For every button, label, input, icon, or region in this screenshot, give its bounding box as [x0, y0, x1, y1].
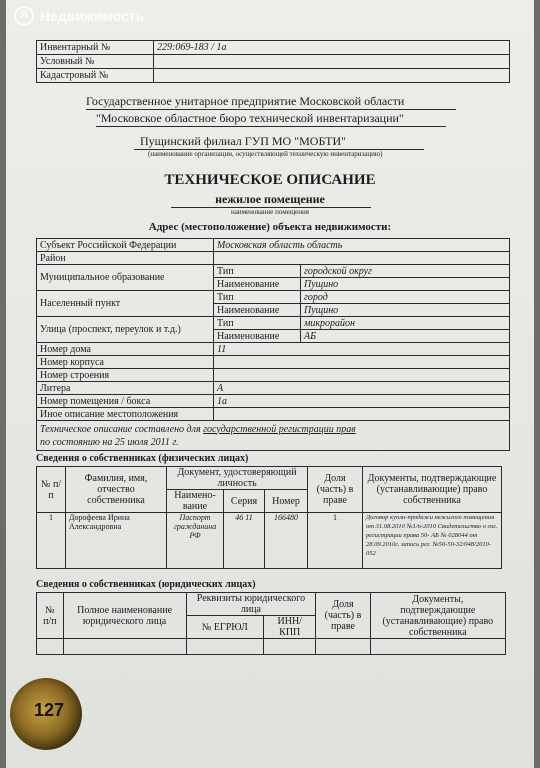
org-line2: "Московское областное бюро технической инвентаризации": [96, 111, 404, 125]
address-table: [36, 238, 510, 451]
col-name: Фамилия, имя, отчество собственника: [66, 467, 167, 513]
row-share: 1: [308, 513, 363, 569]
subject-label: Субъект Российской Федерации: [37, 239, 214, 252]
row-series: 46 11: [224, 513, 265, 569]
municipality-type: городской округ: [301, 265, 510, 278]
inventory-value: 229:069-183 / 1а: [154, 41, 510, 55]
compiled-cell: [37, 421, 510, 451]
individuals-table: [36, 466, 502, 569]
legal-col-egrul: № ЕГРЮЛ: [186, 616, 264, 639]
page-subtitle: нежилое помещение: [215, 192, 325, 206]
street-name: АБ: [301, 330, 510, 343]
legal-col-inn: ИНН/ КПП: [264, 616, 316, 639]
municipality-name: Пущино: [301, 278, 510, 291]
page-title: ТЕХНИЧЕСКОЕ ОПИСАНИЕ: [164, 172, 376, 188]
col-share: Доля (часть) в праве: [308, 467, 363, 513]
legal-col-name: Полное наименование юридического лица: [63, 593, 186, 639]
col-docs: Документы, подтверждающие (устанавливающие) право собственника: [363, 467, 502, 513]
room-label: Номер помещения / бокса: [37, 395, 214, 408]
watermark-logo-icon: Я: [14, 6, 34, 26]
col-no: № п/п: [37, 467, 66, 513]
settlement-name: Пущино: [301, 304, 510, 317]
subject-value: Московская область область: [214, 239, 510, 252]
structure-label: Номер строения: [37, 369, 214, 382]
address-heading: Адрес (местоположение) объекта недвижимости:: [148, 221, 392, 233]
name-label: Наименование: [214, 330, 301, 343]
watermark-text: Недвижимость: [39, 8, 145, 24]
settlement-label: Населенный пункт: [37, 291, 214, 317]
street-label: Улица (проспект, переулок и т.д.): [37, 317, 214, 343]
inventory-table: [36, 40, 510, 83]
row-number: 166480: [265, 513, 308, 569]
row-docs: Договор купли-продажи нежилого помещения от 31.08.2010 №1/п-2010 Свидетельство о гос. регистрации права 50- АБ № 028044 от 28.09.2010г. запись рег. №50-50-32/048/2010-052: [363, 513, 502, 569]
stamp-seal: [10, 678, 82, 750]
legal-col-docs: Документы, подтверждающие (устанавливающие) право собственника: [370, 593, 505, 639]
row-doc-name: Паспорт гражданина РФ: [167, 513, 224, 569]
cadastral-value: [154, 69, 510, 83]
watermark: [14, 6, 144, 26]
other-label: Иное описание местоположения: [37, 408, 214, 421]
col-doc: Документ, удостоверяющий личность: [167, 467, 308, 490]
legal-heading: Сведения о собственниках (юридических лицах): [36, 579, 256, 590]
individuals-heading: Сведения о собственниках (физических лицах): [36, 453, 249, 464]
house-label: Номер дома: [37, 343, 214, 356]
col-number: Номер: [265, 490, 308, 513]
row-no: 1: [37, 513, 66, 569]
liter-value: А: [214, 382, 510, 395]
building-label: Номер корпуса: [37, 356, 214, 369]
legal-col-share: Доля (часть) в праве: [316, 593, 370, 639]
street-type: микрорайон: [301, 317, 510, 330]
org-line1: Государственное унитарное предприятие Московской области: [86, 94, 405, 108]
conditional-label: Условный №: [37, 55, 154, 69]
conditional-value: [154, 55, 510, 69]
name-label: Наименование: [214, 278, 301, 291]
org-branch-caption: (наименование организации, осуществляющей техническую инвентаризацию): [148, 150, 383, 158]
municipality-label: Муниципальное образование: [37, 265, 214, 291]
compiled-prefix: Техническое описание составлено для: [40, 423, 201, 435]
subtitle-caption: наименование помещения: [231, 208, 309, 216]
district-label: Район: [37, 252, 214, 265]
document-page: [6, 0, 534, 768]
org-branch: Пущинский филиал ГУП МО "МОБТИ": [140, 134, 347, 148]
col-doc-name: Наимено-вание: [167, 490, 224, 513]
col-series: Серия: [224, 490, 265, 513]
type-label: Тип: [214, 265, 301, 278]
inventory-label: Инвентарный №: [37, 41, 154, 55]
compiled-purpose: государственной регистрации прав: [203, 423, 356, 435]
legal-col-no: № п/п: [37, 593, 64, 639]
room-value: 1а: [214, 395, 510, 408]
legal-col-req: Реквизиты юридического лица: [186, 593, 316, 616]
name-label: Наименование: [214, 304, 301, 317]
cadastral-label: Кадастровый №: [37, 69, 154, 83]
liter-label: Литера: [37, 382, 214, 395]
compiled-date: по состоянию на 25 июля 2011 г.: [40, 436, 179, 448]
type-label: Тип: [214, 317, 301, 330]
settlement-type: город: [301, 291, 510, 304]
legal-table: [36, 592, 506, 655]
type-label: Тип: [214, 291, 301, 304]
house-value: 11: [214, 343, 510, 356]
stamp-number: 127: [34, 700, 65, 720]
row-name: Дорофеева Ирина Александровна: [66, 513, 167, 569]
